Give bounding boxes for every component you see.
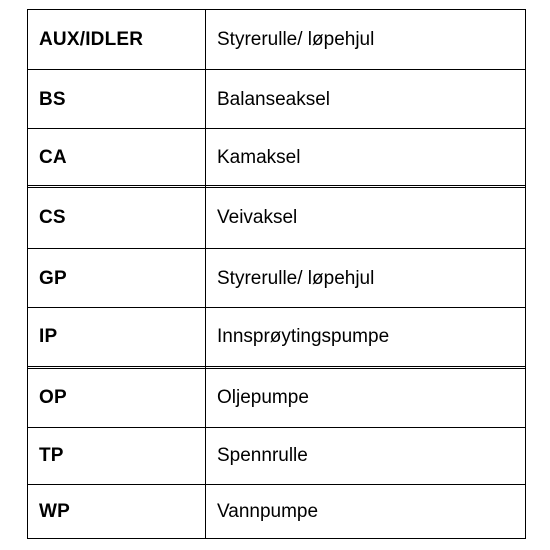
description-cell: Spennrulle [217, 445, 308, 466]
description-cell: Styrerulle/ løpehjul [217, 28, 375, 50]
table-row [28, 70, 525, 129]
description-cell: Veivaksel [217, 207, 298, 228]
description-cell: Balanseaksel [217, 88, 331, 110]
description-cell: Kamaksel [217, 146, 301, 168]
abbreviation-cell: TP [39, 445, 64, 466]
abbreviation-cell: CA [39, 146, 67, 168]
table-row [28, 369, 525, 427]
table-row [28, 428, 525, 484]
abbreviation-cell: WP [39, 500, 71, 522]
abbreviation-cell: BS [39, 88, 66, 110]
table-row [28, 129, 525, 186]
abbreviation-table [27, 9, 526, 539]
abbreviation-cell: GP [39, 267, 67, 289]
description-cell: Styrerulle/ løpehjul [217, 267, 375, 289]
abbreviation-cell: CS [39, 207, 66, 228]
table-row [28, 188, 525, 248]
table-row [28, 308, 525, 366]
description-cell: Oljepumpe [217, 387, 309, 408]
abbreviation-cell: IP [39, 326, 58, 347]
table-row [28, 485, 525, 538]
table-row [28, 249, 525, 308]
description-cell: Vannpumpe [217, 500, 319, 522]
abbreviation-cell: AUX/IDLER [39, 28, 144, 50]
table-row [28, 10, 525, 69]
description-cell: Innsprøytingspumpe [217, 326, 390, 347]
abbreviation-cell: OP [39, 387, 67, 408]
